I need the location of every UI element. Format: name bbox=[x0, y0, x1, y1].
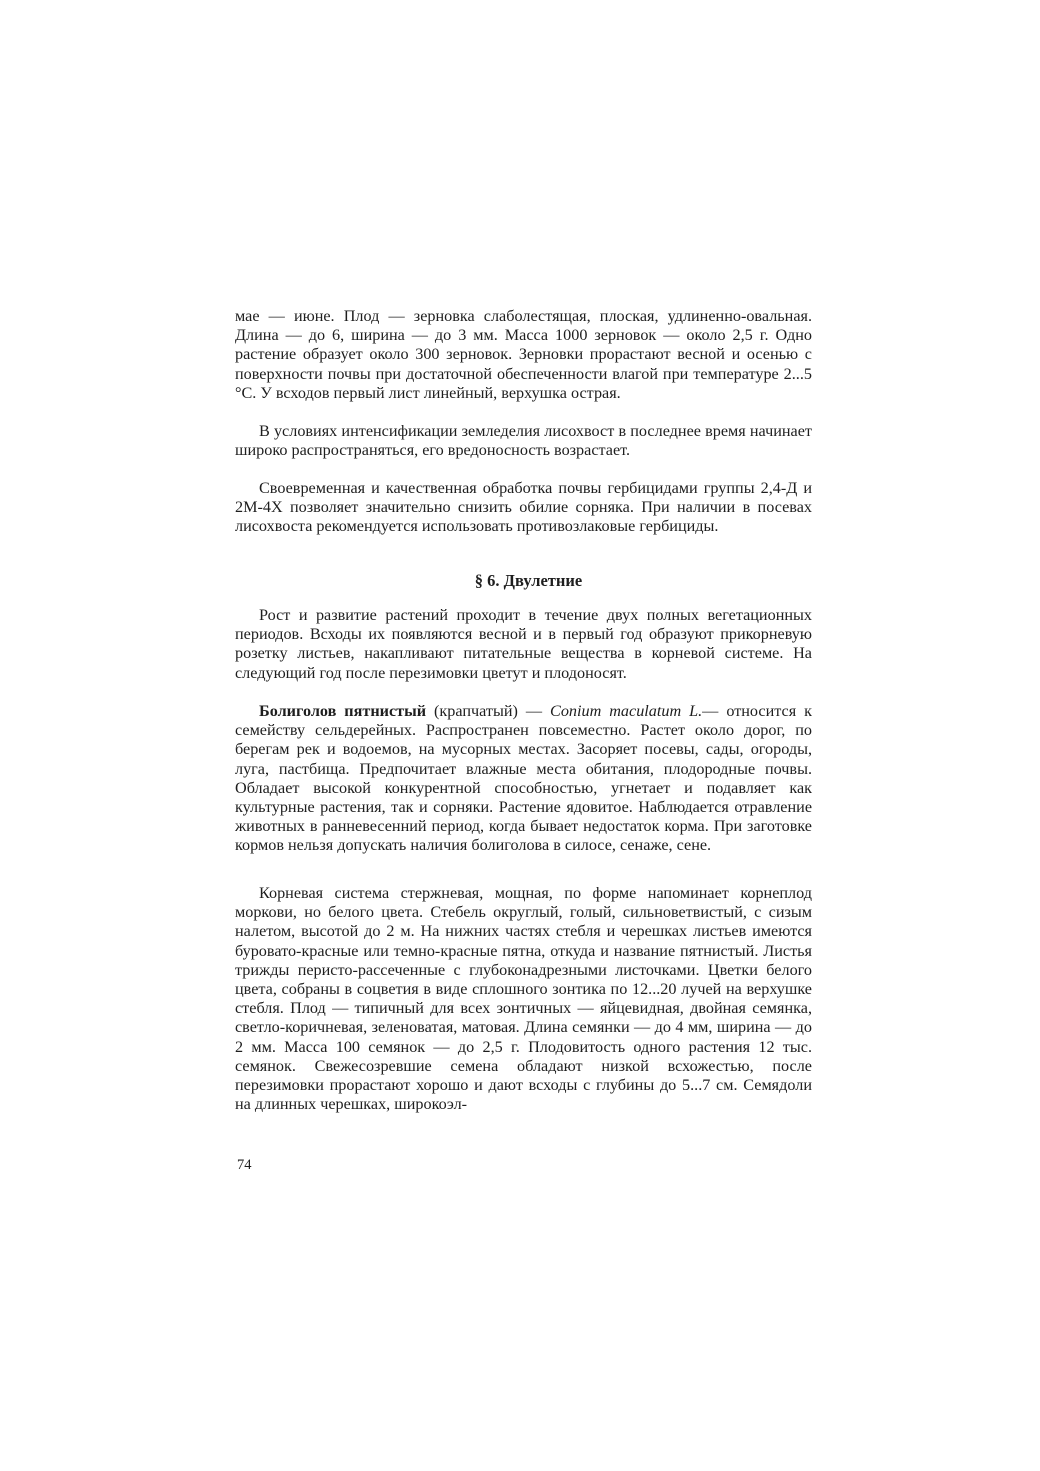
paragraph-top-1: мае — июне. Плод — зерновка слаболестящая, плоская, удлиненно-овальная. Длина — до 6, ширина — до 3 мм. Масса 1000 зерновок — около 2,5 г. Одно растение образует около 300 зерновок. Зерновки прорастают весной и осенью с поверхности почвы при достаточной обеспеченности влагой при температуре 2...5 °С. У всходов первый лист линейный, верхушка острая. bbox=[235, 307, 812, 402]
species-alt-name: (крапчатый) — bbox=[434, 702, 543, 720]
paragraph-top-3-text: Своевременная и качественная обработка почвы гербицидами группы 2,4-Д и 2М-4Х позволяет значительно снизить обилие сорняка. При наличии в посевах лисохвоста рекомендуется использовать противозлаковые гербициды. bbox=[235, 479, 812, 536]
paragraph-top-2-text: В условиях интенсификации земледелия лисохвост в последнее время начинает широко распространяться, его вредоносность возрастает. bbox=[235, 422, 812, 460]
morphology-paragraph-text: Корневая система стержневая, мощная, по форме напоминает корнеплод моркови, но белого цвета. Стебель округлый, голый, сильноветвистый, с сизым налетом, высотой до 2 м. На нижних частях стебля и черешках листьев имеются буровато-красные или темно-красные пятна, откуда и название пятнистый. Листья трижды перисто-рассеченные с глубоконадрезными листочками. Цветки белого цвета, собраны в соцветия в виде сплошного зонтика по 12...20 лучей на верхушке стебля. Плод — типичный для всех зонтичных — яйцевидная, двойная семянка, светло-коричневая, зеленоватая, матовая. Длина семянки — до 4 мм, ширина — до 2 мм. Масса 100 семянок — до 2,5 г. Плодовитость одного растения 12 тыс. семянок. Свежесозревшие семена обладают низкой всхожестью, после перезимовки прорастают хорошо и дают всходы с глубины до 5...7 см. Семядоли на длинных черешках, широкоэл- bbox=[235, 884, 812, 1114]
section-heading: § 6. Двулетние bbox=[474, 571, 583, 590]
species-dash: — bbox=[702, 702, 719, 720]
species-name: Болиголов пятнистый bbox=[259, 702, 427, 720]
paragraph-top-3 bbox=[235, 479, 812, 537]
paragraph-top-2 bbox=[235, 422, 812, 460]
species-latin-name: Conium maculatum L. bbox=[550, 702, 703, 720]
intro-paragraph bbox=[235, 606, 812, 683]
intro-paragraph-text: Рост и развитие растений проходит в течение двух полных вегетационных периодов. Всходы их появляются весной и в первый год образуют прикорневую розетку листьев, накапливают питательные вещества в корневой системе. На следующий год после перезимовки цветут и плодоносят. bbox=[235, 606, 812, 682]
species-paragraph bbox=[235, 702, 812, 856]
page-number: 74 bbox=[237, 1157, 252, 1173]
morphology-paragraph bbox=[235, 884, 812, 1114]
species-description: относится к семейству сельдерейных. Распространен повсеместно. Растет около дорог, по берегам рек и водоемов, на мусорных местах. Засоряет посевы, сады, огороды, луга, пастбища. Предпочитает влажные места обитания, плодородные почвы. Обладает высокой конкурентной способностью, угнетает и подавляет как культурные растения, так и сорняки. Растение ядовитое. Наблюдается отравление животных в ранневесенний период, когда бывает недостаток корма. При заготовке кормов нельзя допускать наличия болиголова в силосе, сенаже, сене. bbox=[235, 702, 812, 855]
